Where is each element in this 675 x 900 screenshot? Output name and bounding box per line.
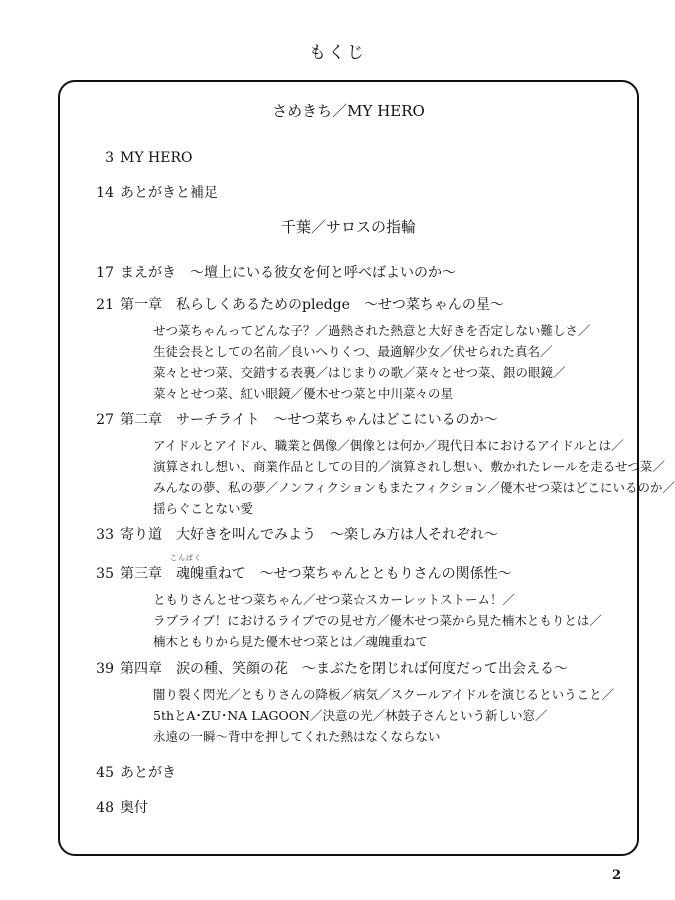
toc-subentry: 5thとA･ZU･NA LAGOON／決意の光／林鼓子さんという新しい窓／ (153, 708, 548, 723)
toc-page-number: 48 (96, 800, 114, 816)
toc-entry (88, 524, 498, 544)
toc-entry (88, 294, 504, 314)
toc-entry-title: 第三章 魂魄重ねて ～せつ菜ちゃんとともりさんの関係性～ (120, 566, 512, 582)
toc-entry-title: 奥付 (120, 800, 148, 816)
toc-page-number: 35 (96, 566, 114, 582)
section-title: 千葉／サロスの指輪 (280, 218, 416, 236)
toc-page-number: 33 (96, 527, 114, 543)
toc-entry-title: 第一章 私らしくあるためのpledge ～せつ菜ちゃんの星～ (120, 297, 504, 313)
toc-entry (88, 262, 456, 282)
toc-subentry: アイドルとアイドル、職業と偶像／偶像とは何か／現代日本におけるアイドルとは／ (153, 438, 624, 453)
toc-subentry: 演算されし想い、商業作品としての目的／演算されし想い、敷かれたレールを走るせつ菜／ (153, 459, 665, 474)
page-title: もくじ (309, 43, 366, 63)
toc-page-number: 27 (96, 412, 114, 428)
toc-subentry: ともりさんとせつ菜ちゃん／せつ菜☆スカーレットストーム！／ (153, 592, 516, 607)
toc-entry (88, 797, 148, 817)
toc-page-number: 3 (105, 150, 114, 166)
toc-page-number: 14 (96, 185, 114, 201)
toc-subentry: せつ菜ちゃんってどんな子？／過熱された熱意と大好きを否定しない難しさ／ (153, 323, 591, 338)
toc-entry-title: 寄り道 大好きを叫んでみよう ～楽しみ方は人それぞれ～ (120, 527, 498, 543)
toc-page-number: 17 (96, 265, 114, 281)
toc-entry (88, 409, 498, 429)
toc-entry (88, 150, 192, 166)
toc-subentry: みんなの夢、私の夢／ノンフィクションもまたフィクション／優木せつ菜はどこにいるのか／ (153, 480, 675, 495)
toc-entry-title: MY HERO (120, 150, 193, 166)
toc-subentry: 楠木ともりから見た優木せつ菜とは／魂魄重ねて (153, 634, 428, 649)
toc-subentry: 菜々とせつ菜、紅い眼鏡／優木せつ菜と中川菜々の星 (153, 386, 454, 401)
toc-subentry: 揺らぐことない愛 (153, 501, 254, 516)
toc-entry (88, 762, 176, 782)
toc-entry-title: 第二章 サーチライト ～せつ菜ちゃんはどこにいるのか～ (120, 412, 498, 428)
toc-entry-title: 第四章 涙の種、笑顔の花 ～まぶたを閉じれば何度だって出会える～ (120, 661, 568, 677)
section-title: さめきち／MY HERO (272, 102, 425, 120)
toc-entry (88, 182, 218, 202)
toc-entry-title: あとがき (120, 765, 176, 781)
toc-subentry: 永遠の一瞬～背中を押してくれた熱はなくならない (153, 729, 441, 744)
toc-page-number: 21 (96, 297, 114, 313)
toc-entry-title: あとがきと補足 (120, 185, 218, 201)
toc-subentry: 生徒会長としての名前／良いへりくつ、最適解少女／伏せられた真名／ (153, 344, 553, 359)
toc-subentry: 闇り裂く閃光／ともりさんの降板／病気／スクールアイドルを演じるということ／ (153, 687, 615, 702)
toc-entry (88, 658, 568, 678)
toc-subentry: 菜々とせつ菜、交錯する表裏／はじまりの歌／菜々とせつ菜、銀の眼鏡／ (153, 365, 566, 380)
page-number: 2 (612, 868, 622, 883)
toc-entry (88, 563, 512, 583)
toc-subentry: ラブライブ！におけるライブでの見せ方／優木せつ菜から見た楠木ともりとは／ (153, 613, 602, 628)
ruby-annotation: こんぱく (170, 554, 202, 562)
toc-page-number: 45 (96, 765, 114, 781)
toc-page-number: 39 (96, 661, 114, 677)
toc-entry-title: まえがき ～壇上にいる彼女を何と呼べばよいのか～ (120, 265, 456, 281)
